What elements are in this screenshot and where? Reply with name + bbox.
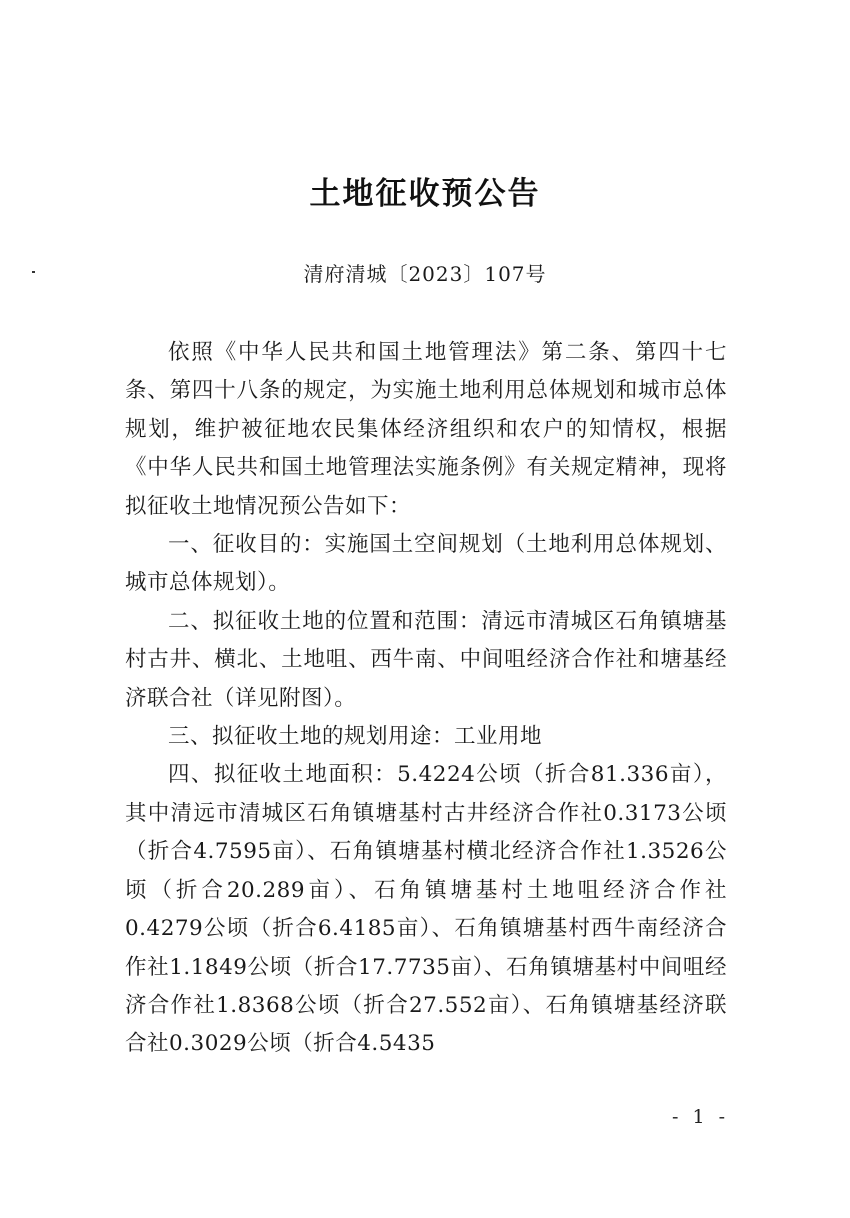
document-number: 清府清城〔2023〕107号 xyxy=(303,262,547,286)
document-body xyxy=(125,334,727,1064)
document-title: 土地征收预公告 xyxy=(309,176,541,212)
paragraph-planned-use: 三、拟征收土地的规划用途：工业用地 xyxy=(168,724,543,750)
paragraph-preamble: 依照《中华人民共和国土地管理法》第二条、第四十七条、第四十八条的规定，为实施土地利用总体规划和城市总体规划，维护被征地农民集体经济组织和农户的知情权，根据《中华人民共和国土地管理法实施条例》有关规定精神，现将拟征收土地情况预公告如下： xyxy=(125,340,727,519)
page-number: - 1 - xyxy=(672,1106,730,1128)
paragraph-location: 二、拟征收土地的位置和范围：清远市清城区石角镇塘基村古井、横北、土地咀、西牛南、中间咀经济合作社和塘基经济联合社（详见附图）。 xyxy=(125,608,727,711)
paragraph-purpose: 一、征收目的：实施国土空间规划（土地利用总体规划、城市总体规划）。 xyxy=(125,532,727,596)
paragraph-area: 四、拟征收土地面积：5.4224公顷（折合81.336亩），其中清远市清城区石角镇塘基村古井经济合作社0.3173公顷（折合4.7595亩）、石角镇塘基村横北经济合作社1.3526公顷（折合20.289亩）、石角镇塘基村土地咀经济合作社0.4279公顷（折合6.4185亩）、石角镇塘基村西牛南经济合作社1.1849公顷（折合17.7735亩）、石角镇塘基村中间咀经济合作社1.8368公顷（折合27.552亩）、石角镇塘基经济联合社0.3029公顷（折合4.5435 xyxy=(125,762,727,1057)
